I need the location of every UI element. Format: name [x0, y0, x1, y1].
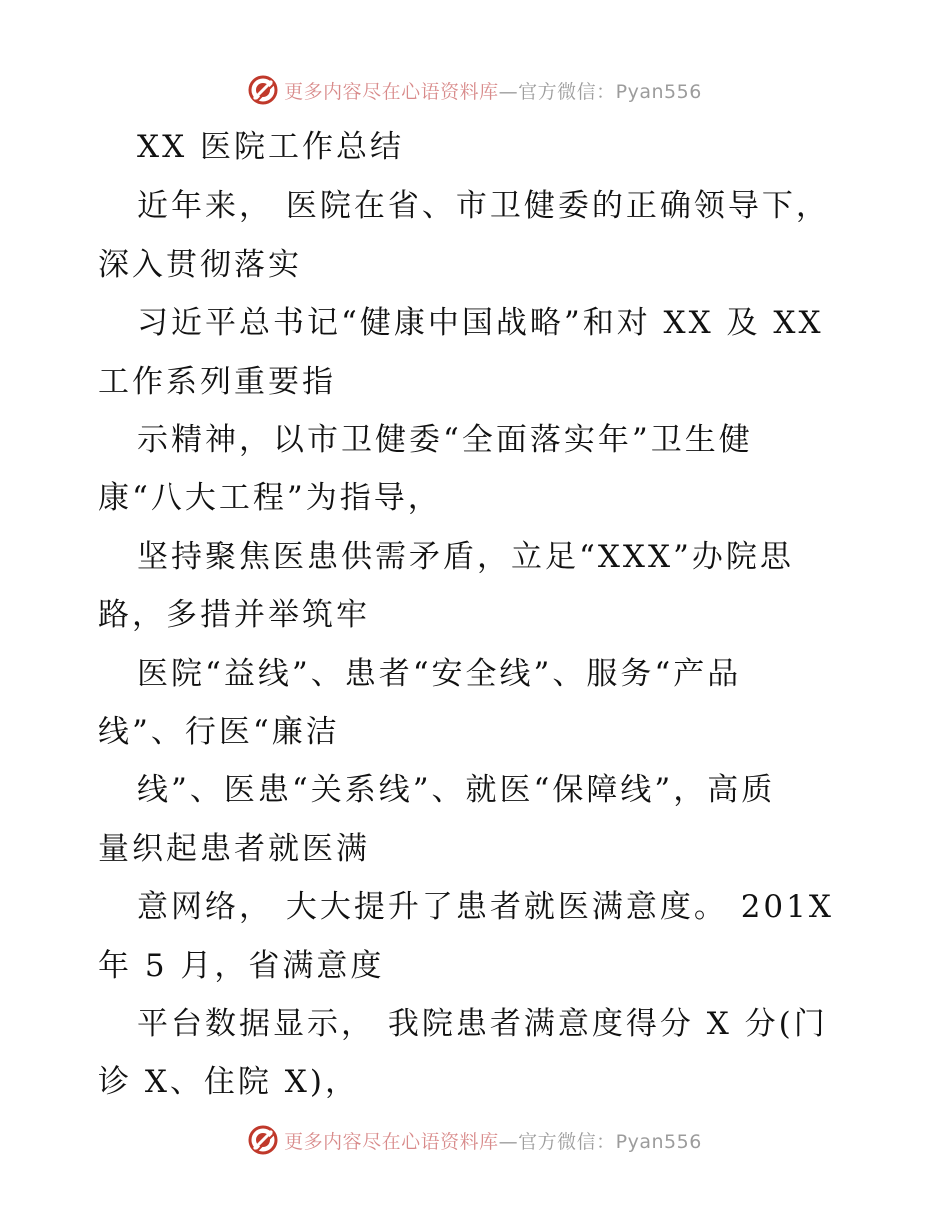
body-line: 康“八大工程”为指导， [98, 480, 442, 516]
body-line: 坚持聚焦医患供需矛盾，立足“XXX”办院思 [137, 539, 794, 575]
document-title: XX 医院工作总结 [137, 129, 404, 165]
header-brand-text: 更多内容尽在心语资料库 [284, 80, 499, 103]
body-line: 深入贯彻落实 [98, 247, 302, 283]
footer-brand-text: 更多内容尽在心语资料库 [284, 1130, 499, 1153]
body-line: 工作系列重要指 [98, 364, 336, 400]
footer-banner [0, 1120, 950, 1160]
body-line: 医院“益线”、患者“安全线”、服务“产品 [137, 656, 742, 692]
header-wechat-text: —官方微信：Pyan556 [498, 80, 702, 103]
body-line: 近年来， 医院在省、市卫健委的正确领导下， [137, 188, 830, 224]
red-seal-logo-icon [248, 1125, 278, 1155]
body-line: 线”、医患“关系线”、就医“保障线”，高质 [137, 772, 776, 808]
body-line: 线”、行医“廉洁 [98, 714, 340, 750]
body-line: 示精神，以市卫健委“全面落实年”卫生健 [137, 422, 753, 458]
body-line: 诊 X、住院 X)， [98, 1064, 359, 1100]
footer-wechat-text: —官方微信：Pyan556 [498, 1130, 702, 1153]
body-line: 平台数据显示， 我院患者满意度得分 X 分(门 [137, 1006, 828, 1042]
body-line: 年 5 月，省满意度 [98, 948, 385, 984]
footer-banner-text [284, 1127, 702, 1154]
body-line: 意网络， 大大提升了患者就医满意度。 201X [137, 889, 834, 925]
body-line: 路，多措并举筑牢 [98, 597, 370, 633]
body-line: 量织起患者就医满 [98, 831, 370, 867]
body-line: 习近平总书记“健康中国战略”和对 XX 及 XX [137, 305, 824, 341]
